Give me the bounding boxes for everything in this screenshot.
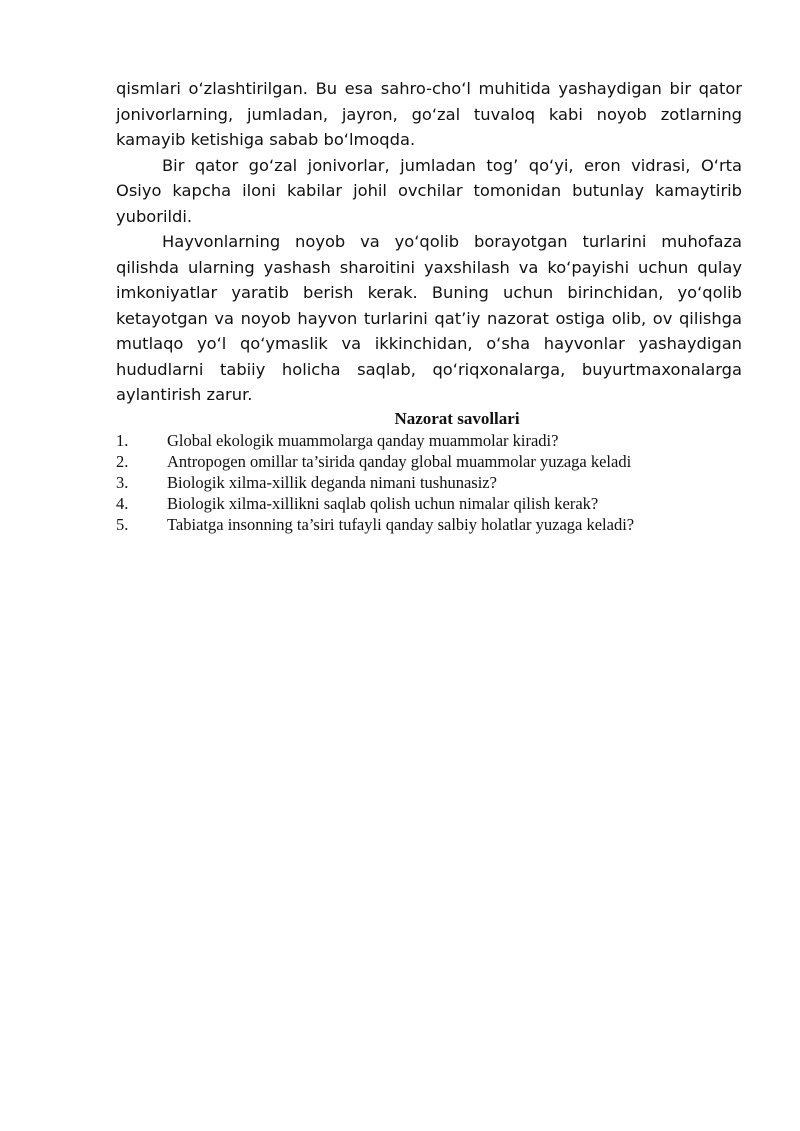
list-item-number: 1. bbox=[116, 430, 129, 450]
list-item-number: 3. bbox=[116, 472, 129, 492]
paragraph-endangered-animals: Bir qator go‘zal jonivorlar, jumladan tog’ qo‘yi, eron vidrasi, O‘rta Osiyo kapcha iloni kabilar johil ovchilar tomonidan butunlay kamaytirib yuborildi. bbox=[116, 155, 742, 226]
list-item-text: Tabiatga insonning ta’siri tufayli qanday salbiy holatlar yuzaga keladi? bbox=[167, 514, 635, 534]
list-item-text: Global ekologik muammolarga qanday muammolar kiradi? bbox=[167, 430, 559, 450]
list-item bbox=[116, 514, 742, 535]
list-item-number: 2. bbox=[116, 451, 129, 471]
paragraph-protection-measures: Hayvonlarning noyob va yo‘qolib borayotgan turlarini muhofaza qilishda ularning yashash sharoitini yaxshilash va ko‘payishi uchun qulay imkoniyatlar yaratib berish kerak. Buning uchun birinchidan, yo‘qolib ketayotgan va noyob hayvon turlarini qat’iy nazorat ostiga olib, ov qilishga mutlaqo yo‘l qo‘ymaslik va ikkinchidan, o‘sha hayvonlar yashaydigan hududlarni tabiiy holicha saqlab, qo‘riqxonalarga, buyurtmaxonalarga aylantirish zarur. bbox=[116, 232, 742, 404]
paragraph-continuation: qismlari o‘zlashtirilgan. Bu esa sahro-cho‘l muhitida yashaydigan bir qator jonivorlarning, jumladan, jayron, go‘zal tuvaloq kabi noyob zotlarning kamayib ketishiga sabab bo‘lmoqda. bbox=[116, 79, 742, 149]
list-item bbox=[116, 430, 742, 451]
list-item-text: Antropogen omillar ta’sirida qanday global muammolar yuzaga keladi bbox=[167, 451, 632, 471]
section-heading: Nazorat savollari bbox=[394, 408, 520, 428]
list-item bbox=[116, 451, 742, 472]
list-item bbox=[116, 472, 742, 493]
list-item-number: 5. bbox=[116, 514, 129, 534]
list-item-text: Biologik xilma-xillik deganda nimani tushunasiz? bbox=[167, 472, 497, 492]
list-item-number: 4. bbox=[116, 493, 129, 513]
question-list bbox=[116, 430, 742, 535]
document-page bbox=[116, 76, 742, 535]
list-item-text: Biologik xilma-xillikni saqlab qolish uchun nimalar qilish kerak? bbox=[167, 493, 599, 513]
list-item bbox=[116, 493, 742, 514]
